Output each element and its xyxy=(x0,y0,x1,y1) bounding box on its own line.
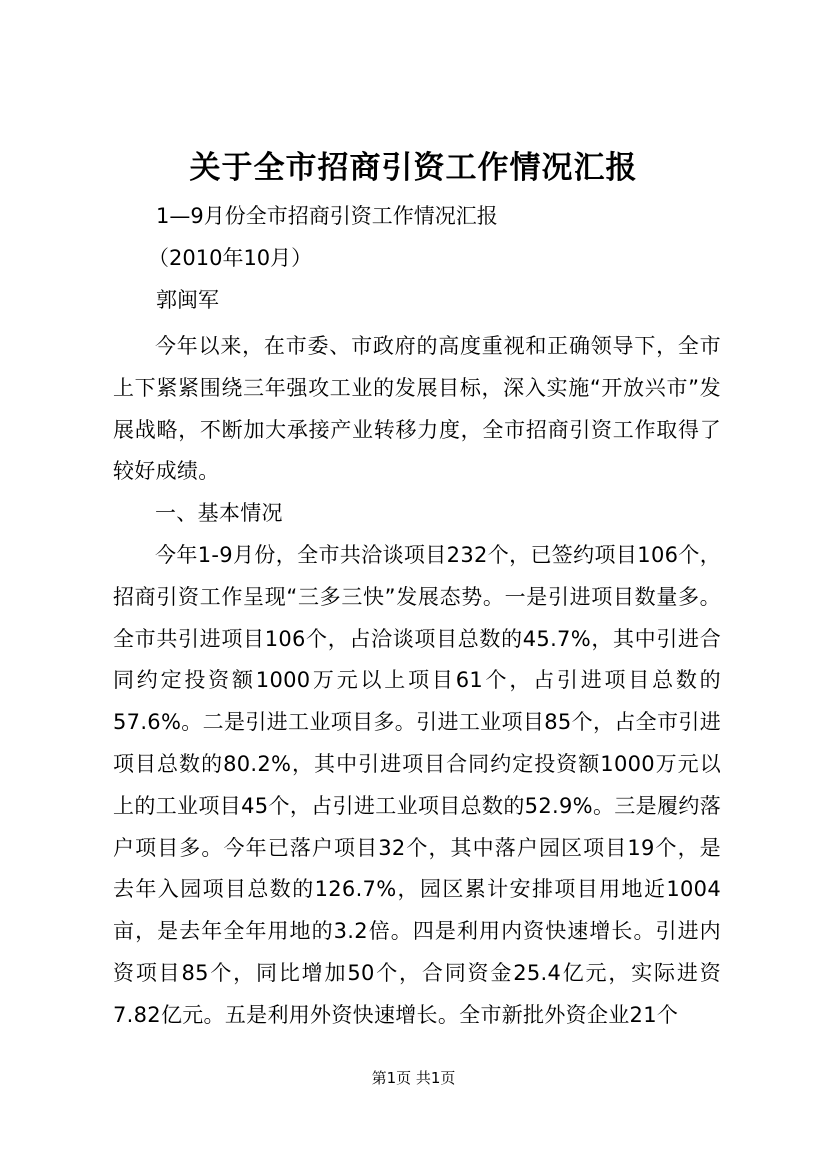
paragraph-basic-situation: 今年1-9月份，全市共洽谈项目232个，已签约项目106个，招商引资工作呈现“三多三快”发展态势。一是引进项目数量多。全市共引进项目106个，占洽谈项目总数的45.7%，其中引进合同约定投资额1000万元以上项目61个，占引进项目总数的57.6%。二是引进工业项目多。引进工业项目85个，占全市引进项目总数的80.2%，其中引进项目合同约定投资额1000万元以上的工业项目45个，占引进工业项目总数的52.9%。三是履约落户项目多。今年已落户项目32个，其中落户园区项目19个，是去年入园项目总数的126.7%，园区累计安排项目用地近1004亩，是去年全年用地的3.2倍。四是利用内资快速增长。引进内资项目85个，同比增加50个，合同资金25.4亿元，实际进资7.82亿元。五是利用外资快速增长。全市新批外资企业21个 xyxy=(113,542,721,1027)
paragraph-intro: 今年以来，在市委、市政府的高度重视和正确领导下，全市上下紧紧围绕三年强攻工业的发展目标，深入实施“开放兴市”发展战略，不断加大承接产业转移力度，全市招商引资工作取得了较好成绩。 xyxy=(113,334,721,484)
section-heading-basic: 一、基本情况 xyxy=(155,501,283,526)
page-footer: 第1页 共1页 xyxy=(371,1069,456,1087)
document-subtitle: 1—9月份全市招商引资工作情况汇报 xyxy=(156,204,498,228)
document-author: 郭闽军 xyxy=(156,288,219,312)
document-title: 关于全市招商引资工作情况汇报 xyxy=(189,150,638,186)
document-date: （2010年10月） xyxy=(148,246,313,270)
document-body xyxy=(113,326,721,1037)
